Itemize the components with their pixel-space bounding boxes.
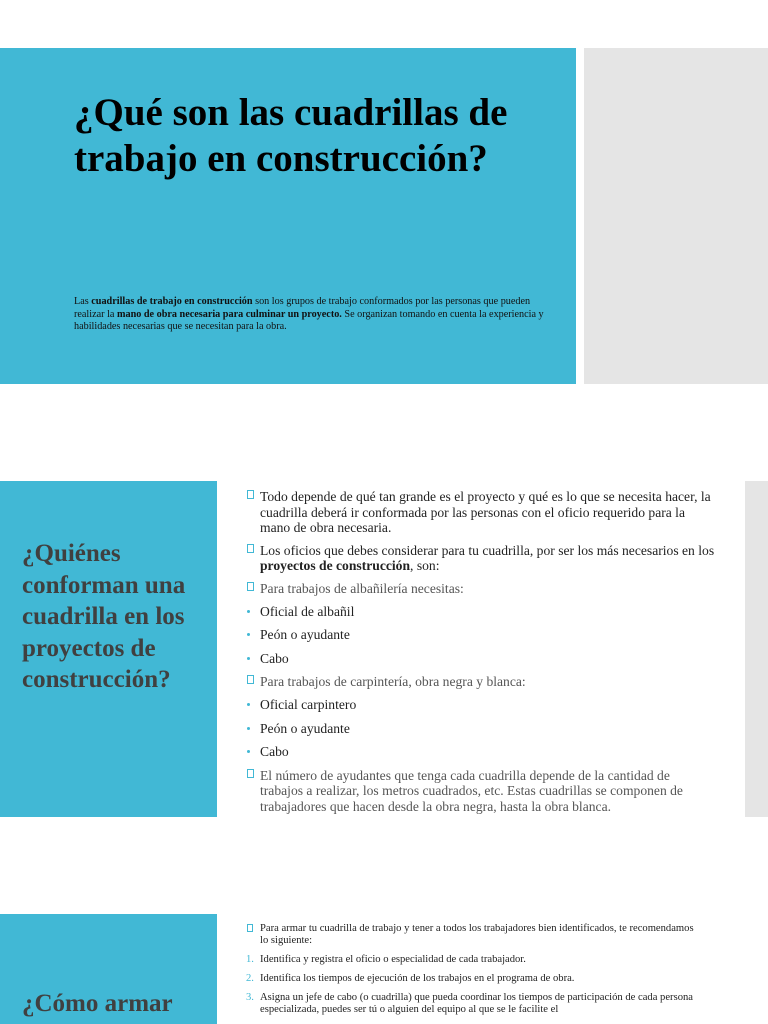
step-number: 2. — [246, 973, 254, 984]
list-item: Para armar tu cuadrilla de trabajo y tener a todos los trabajadores bien identificados, te recomendamos lo siguiente: — [246, 923, 696, 947]
slide2-bullet-list — [246, 489, 716, 822]
list-item: 1. Identifica y registra el oficio o especialidad de cada trabajador. — [246, 954, 526, 965]
slide3-bullet-list — [246, 923, 696, 1023]
list-item: Peón o ayudante — [246, 627, 716, 643]
list-item: Para trabajos de albañilería necesitas: — [246, 581, 716, 597]
list-item: Oficial carpintero — [246, 697, 716, 713]
list-item: Todo depende de qué tan grande es el proyecto y qué es lo que se necesita hacer, la cuadrilla deberá ir conformada por las personas con el oficio requerido para la mano de obra necesaria. — [246, 489, 716, 536]
list-item: Cabo — [246, 651, 716, 667]
list-item: 3. Asigna un jefe de cabo (o cuadrilla) que pueda coordinar los tiempos de participación de cada persona especializada, puedes ser tú o alguien del equipo al que se le facilite el — [246, 992, 693, 1015]
slide2-title: ¿Quiénes conforman una cuadrilla en los proyectos de construcción? — [22, 540, 186, 693]
slide1-side-panel — [584, 48, 768, 384]
list-item: Oficial de albañil — [246, 604, 716, 620]
list-item: Para trabajos de carpintería, obra negra y blanca: — [246, 674, 716, 690]
step-number: 3. — [246, 992, 254, 1003]
list-item: Los oficios que debes considerar para tu cuadrilla, por ser los más necesarios en los proyectos de construcción, son: — [246, 543, 716, 574]
slide2-side-panel — [745, 481, 768, 817]
list-item: Cabo — [246, 744, 716, 760]
slide3-title: ¿Cómo armar — [22, 990, 173, 1017]
slide1-title: ¿Qué son las cuadrillas de trabajo en construcción? — [74, 91, 508, 180]
list-item: Peón o ayudante — [246, 721, 716, 737]
list-item: 2. Identifica los tiempos de ejecución de los trabajos en el programa de obra. — [246, 973, 575, 984]
slide1-body: Las cuadrillas de trabajo en construcción son los grupos de trabajo conformados por las personas que pueden realizar la mano de obra necesaria para culminar un proyecto. Se organizan tomando en cuenta la experiencia y habilidades necesarias que se necesitan para la obra. — [74, 296, 544, 332]
list-item: El número de ayudantes que tenga cada cuadrilla depende de la cantidad de trabajos a realizar, los metros cuadrados, etc. Estas cuadrillas se componen de trabajadores que hacen desde la obra negra, hasta la obra blanca. — [246, 768, 716, 815]
step-number: 1. — [246, 954, 254, 965]
